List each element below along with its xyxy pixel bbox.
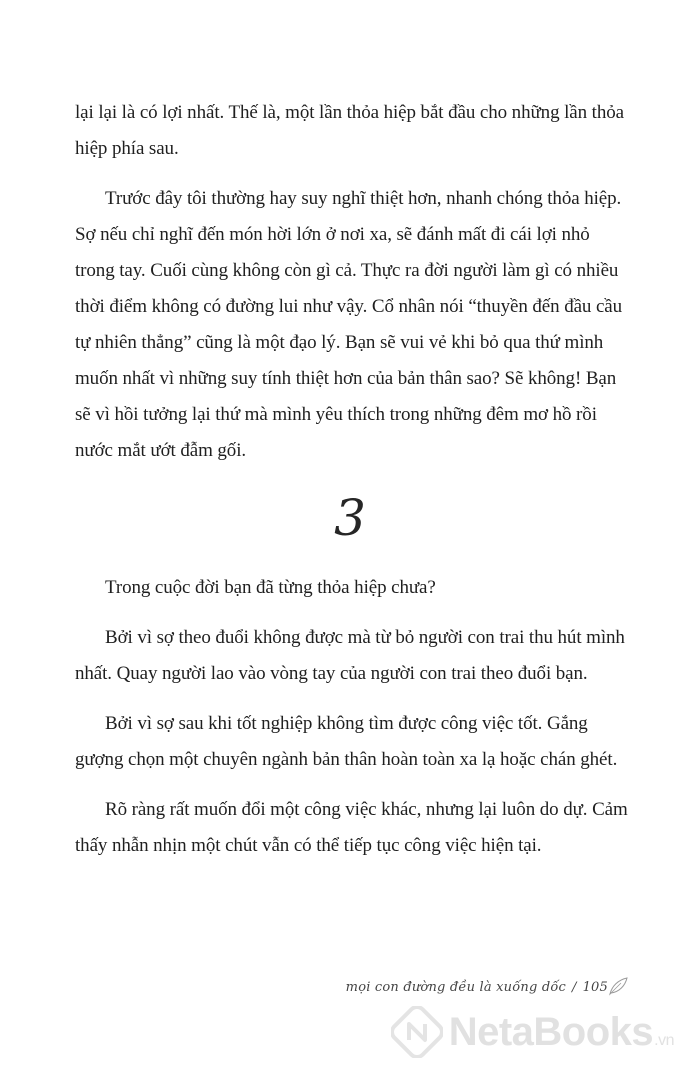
section-number: 3 bbox=[334, 489, 366, 547]
watermark-suffix: .vn bbox=[654, 1031, 674, 1049]
leaf-icon bbox=[606, 974, 630, 998]
paragraph: Rõ ràng rất muốn đổi một công việc khác, nhưng lại luôn do dự. Cảm thấy nhẫn nhịn một chút vẫn có thể tiếp tục công việc hiện tại. bbox=[75, 799, 628, 856]
paragraph: Trước đây tôi thường hay suy nghĩ thiệt hơn, nhanh chóng thỏa hiệp. Sợ nếu chỉ nghĩ đến món hời lớn ở nơi xa, sẽ đánh mất đi cái lợi nhỏ trong tay. Cuối cùng không còn gì cả. Thực ra đời người làm gì có nhiều thời điểm không có đường lui như vậy. Cổ nhân nói “thuyền đến đầu cầu tự nhiên thẳng” cũng là một đạo lý. Bạn sẽ vui vẻ khi bỏ qua thứ mình muốn nhất vì những suy tính thiệt hơn của bản thân sao? Sẽ không! Bạn sẽ vì hồi tưởng lại thứ mà mình yêu thích trong những đêm mơ hồ rồi nước mắt ướt đẫm gối. bbox=[75, 188, 623, 461]
footer-book-title: mọi con đường đều là xuống dốc bbox=[345, 980, 566, 995]
page-number: 105 bbox=[582, 980, 608, 995]
watermark bbox=[391, 1004, 674, 1060]
paragraph: Bởi vì sợ theo đuổi không được mà từ bỏ người con trai thu hút mình nhất. Quay người lao vào vòng tay của người con trai theo đuổi bạn. bbox=[75, 627, 625, 684]
watermark-text bbox=[449, 1010, 674, 1055]
page-footer bbox=[346, 980, 608, 995]
paragraph: Trong cuộc đời bạn đã từng thỏa hiệp chưa? bbox=[105, 577, 436, 598]
netabooks-logo-icon bbox=[391, 1006, 443, 1058]
watermark-brand: NetaBooks bbox=[448, 1009, 654, 1054]
bottom-text-block bbox=[75, 570, 630, 864]
top-text-block bbox=[75, 95, 630, 469]
paragraph: Bởi vì sợ sau khi tốt nghiệp không tìm được công việc tốt. Gắng gượng chọn một chuyên ngành bản thân hoàn toàn xa lạ hoặc chán ghét. bbox=[75, 713, 618, 770]
paragraph-continuation: lại lại là có lợi nhất. Thế là, một lần thỏa hiệp bắt đầu cho những lần thỏa hiệp phía sau. bbox=[75, 102, 624, 159]
footer-separator: / bbox=[571, 980, 577, 995]
